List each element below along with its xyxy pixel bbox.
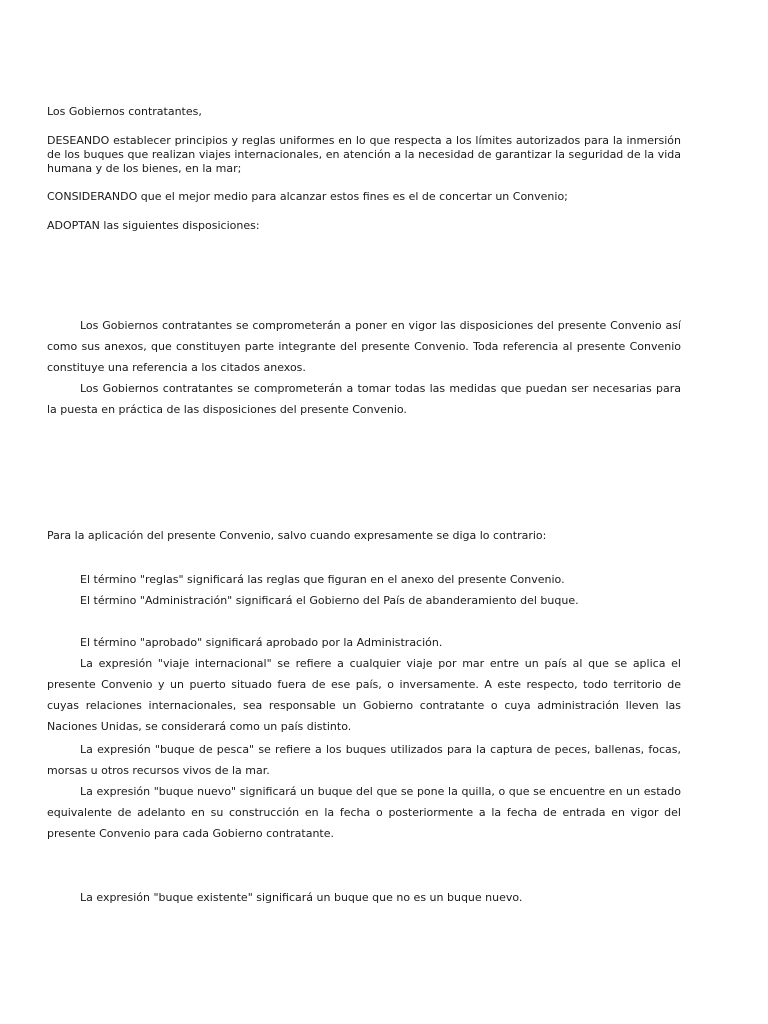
definition-buque-de-pesca: La expresión "buque de pesca" se refiere a los buques utilizados para la captura de peces, ballenas, focas, morsas u otros recursos vivos de la mar. [47,743,681,777]
definition-reglas: El término "reglas" significará las reglas que figuran en el anexo del presente Convenio. [80,573,565,586]
article2-intro: Para la aplicación del presente Convenio, salvo cuando expresamente se diga lo contrario: [47,529,547,542]
definition-buque-existente: La expresión "buque existente" significará un buque que no es un buque nuevo. [80,891,523,904]
article1-paragraph-1: Los Gobiernos contratantes se comprometerán a poner en vigor las disposiciones del presente Convenio así como sus anexos, que constituyen parte integrante del presente Convenio. Toda referencia al presente Convenio constituye una referencia a los citados anexos. [47,319,681,374]
article1-paragraph-2: Los Gobiernos contratantes se comprometerán a tomar todas las medidas que puedan ser necesarias para la puesta en práctica de las disposiciones del presente Convenio. [47,382,681,416]
preamble-considerando: CONSIDERANDO que el mejor medio para alcanzar estos fines es el de concertar un Convenio; [47,190,568,203]
preamble-deseando: DESEANDO establecer principios y reglas uniformes en lo que respecta a los límites autorizados para la inmersión de los buques que realizan viajes internacionales, en atención a la necesidad de garantizar la seguridad de la vida humana y de los bienes, en la mar; [47,134,681,175]
preamble-adoptan: ADOPTAN las siguientes disposiciones: [47,219,260,232]
preamble-opening: Los Gobiernos contratantes, [47,105,202,118]
definition-viaje-internacional: La expresión "viaje internacional" se refiere a cualquier viaje por mar entre un país al que se aplica el presente Convenio y un puerto situado fuera de ese país, o inversamente. A este respecto, todo territorio de cuyas relaciones internacionales, sea responsable un Gobierno contratante o cuya administración lleven las Naciones Unidas, se considerará como un país distinto. [47,657,681,733]
definition-buque-nuevo: La expresión "buque nuevo" significará un buque del que se pone la quilla, o que se encuentre en un estado equivalente de adelanto en su construcción en la fecha o posteriormente a la fecha de entrada en vigor del presente Convenio para cada Gobierno contratante. [47,785,681,840]
definition-administracion: El término "Administración" significará el Gobierno del País de abanderamiento del buque. [80,594,579,607]
definition-aprobado: El término "aprobado" significará aprobado por la Administración. [80,636,443,649]
